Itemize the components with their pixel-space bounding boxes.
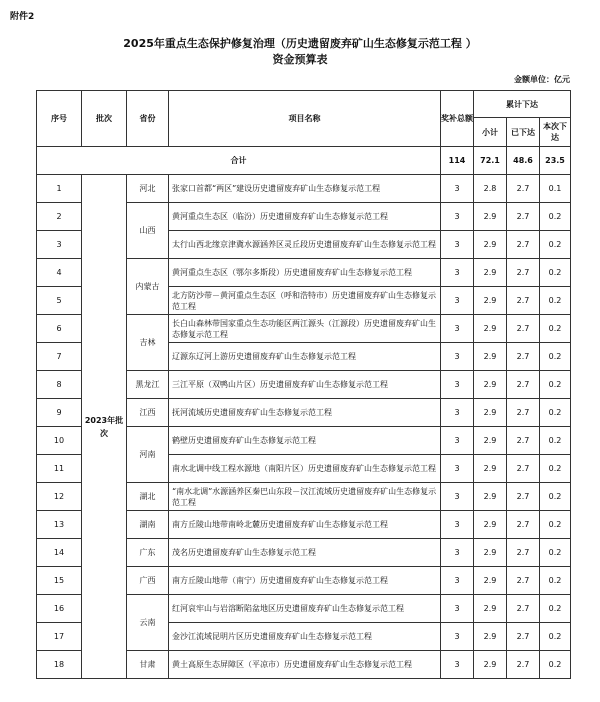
attachment-label: 附件2 (10, 12, 35, 22)
row-seq: 8 (37, 371, 82, 399)
province-cell: 广西 (127, 567, 169, 595)
row-issued: 2.7 (507, 287, 540, 315)
row-seq: 14 (37, 539, 82, 567)
row-subtotal: 2.9 (474, 483, 507, 511)
row-total: 3 (441, 259, 474, 287)
row-issued: 2.7 (507, 175, 540, 203)
row-subtotal: 2.9 (474, 399, 507, 427)
province-cell: 河南 (127, 427, 169, 483)
header-subtotal: 小计 (474, 118, 507, 147)
row-total: 3 (441, 315, 474, 343)
row-this-time: 0.2 (540, 203, 571, 231)
row-subtotal: 2.8 (474, 175, 507, 203)
header-project: 项目名称 (169, 91, 441, 147)
province-cell: 甘肃 (127, 651, 169, 679)
row-issued: 2.7 (507, 595, 540, 623)
row-total: 3 (441, 231, 474, 259)
row-total: 3 (441, 623, 474, 651)
header-this-time: 本次下达 (540, 118, 571, 147)
row-issued: 2.7 (507, 231, 540, 259)
row-issued: 2.7 (507, 203, 540, 231)
row-total: 3 (441, 483, 474, 511)
row-subtotal: 2.9 (474, 511, 507, 539)
total-this-time: 23.5 (540, 147, 571, 175)
row-issued: 2.7 (507, 623, 540, 651)
row-total: 3 (441, 203, 474, 231)
row-this-time: 0.2 (540, 315, 571, 343)
row-this-time: 0.2 (540, 287, 571, 315)
row-seq: 3 (37, 231, 82, 259)
row-total: 3 (441, 371, 474, 399)
row-subtotal: 2.9 (474, 427, 507, 455)
row-this-time: 0.2 (540, 651, 571, 679)
row-total: 3 (441, 455, 474, 483)
budget-table (36, 90, 571, 679)
document-title: 2025年重点生态保护修复治理（历史遗留废弃矿山生态修复示范工程 ） (123, 37, 477, 50)
row-total: 3 (441, 651, 474, 679)
row-seq: 17 (37, 623, 82, 651)
row-subtotal: 2.9 (474, 455, 507, 483)
header-total: 奖补总额 (441, 91, 474, 147)
province-cell: 云南 (127, 595, 169, 651)
row-issued: 2.7 (507, 539, 540, 567)
header-seq: 序号 (37, 91, 82, 147)
province-cell: 广东 (127, 539, 169, 567)
row-total: 3 (441, 567, 474, 595)
project-name: 黄河重点生态区（临汾）历史遗留废弃矿山生态修复示范工程 (169, 203, 441, 231)
project-name: 太行山西北缘京津冀水源涵养区灵丘段历史遗留废弃矿山生态修复示范工程 (169, 231, 441, 259)
row-issued: 2.7 (507, 483, 540, 511)
row-this-time: 0.2 (540, 567, 571, 595)
row-subtotal: 2.9 (474, 623, 507, 651)
project-name: 南水北调中线工程水源地（南阳片区）历史遗留废弃矿山生态修复示范工程 (169, 455, 441, 483)
project-name: 辽源东辽河上游历史遗留废弃矿山生态修复示范工程 (169, 343, 441, 371)
row-issued: 2.7 (507, 511, 540, 539)
row-total: 3 (441, 427, 474, 455)
row-this-time: 0.2 (540, 539, 571, 567)
row-issued: 2.7 (507, 343, 540, 371)
row-this-time: 0.2 (540, 371, 571, 399)
row-subtotal: 2.9 (474, 203, 507, 231)
row-this-time: 0.2 (540, 427, 571, 455)
row-subtotal: 2.9 (474, 231, 507, 259)
row-total: 3 (441, 343, 474, 371)
header-cumulative: 累计下达 (474, 91, 571, 118)
row-seq: 15 (37, 567, 82, 595)
row-this-time: 0.2 (540, 455, 571, 483)
row-seq: 13 (37, 511, 82, 539)
row-seq: 5 (37, 287, 82, 315)
province-cell: 山西 (127, 203, 169, 259)
row-issued: 2.7 (507, 427, 540, 455)
header-province: 省份 (127, 91, 169, 147)
total-row (37, 147, 571, 175)
total-subtotal: 72.1 (474, 147, 507, 175)
row-issued: 2.7 (507, 371, 540, 399)
row-seq: 12 (37, 483, 82, 511)
row-seq: 16 (37, 595, 82, 623)
header-issued: 已下达 (507, 118, 540, 147)
province-cell: 吉林 (127, 315, 169, 371)
row-this-time: 0.2 (540, 343, 571, 371)
project-name: 红河哀牢山与岩溶断陷盆地区历史遗留废弃矿山生态修复示范工程 (169, 595, 441, 623)
province-cell: 内蒙古 (127, 259, 169, 315)
row-seq: 4 (37, 259, 82, 287)
row-total: 3 (441, 175, 474, 203)
document-subtitle: 资金预算表 (272, 53, 328, 66)
row-seq: 1 (37, 175, 82, 203)
batch-cell: 2023年批次 (82, 175, 127, 679)
row-subtotal: 2.9 (474, 343, 507, 371)
row-subtotal: 2.9 (474, 595, 507, 623)
row-this-time: 0.2 (540, 595, 571, 623)
row-issued: 2.7 (507, 399, 540, 427)
province-cell: 河北 (127, 175, 169, 203)
province-cell: 黑龙江 (127, 371, 169, 399)
row-subtotal: 2.9 (474, 567, 507, 595)
row-this-time: 0.2 (540, 623, 571, 651)
row-seq: 2 (37, 203, 82, 231)
total-amount: 114 (441, 147, 474, 175)
row-issued: 2.7 (507, 455, 540, 483)
table-body (37, 175, 571, 679)
table-row (37, 175, 571, 203)
row-subtotal: 2.9 (474, 315, 507, 343)
row-total: 3 (441, 595, 474, 623)
province-cell: 湖北 (127, 483, 169, 511)
project-name: 南方丘陵山地带（南宁）历史遗留废弃矿山生态修复示范工程 (169, 567, 441, 595)
project-name: 南方丘陵山地带南岭北麓历史遗留废弃矿山生态修复示范工程 (169, 511, 441, 539)
row-this-time: 0.2 (540, 259, 571, 287)
row-this-time: 0.2 (540, 399, 571, 427)
row-issued: 2.7 (507, 259, 540, 287)
row-subtotal: 2.9 (474, 287, 507, 315)
row-seq: 10 (37, 427, 82, 455)
total-label: 合计 (37, 147, 441, 175)
project-name: 鹤壁历史遗留废弃矿山生态修复示范工程 (169, 427, 441, 455)
row-subtotal: 2.9 (474, 259, 507, 287)
unit-label: 金额单位：亿元 (514, 75, 570, 84)
row-seq: 7 (37, 343, 82, 371)
row-this-time: 0.2 (540, 231, 571, 259)
row-issued: 2.7 (507, 567, 540, 595)
row-this-time: 0.2 (540, 511, 571, 539)
project-name: 长白山森林带国家重点生态功能区两江源头（江源段）历史遗留废弃矿山生态修复示范工程 (169, 315, 441, 343)
row-subtotal: 2.9 (474, 651, 507, 679)
row-subtotal: 2.9 (474, 539, 507, 567)
row-seq: 11 (37, 455, 82, 483)
row-this-time: 0.2 (540, 483, 571, 511)
project-name: 黄河重点生态区（鄂尔多斯段）历史遗留废弃矿山生态修复示范工程 (169, 259, 441, 287)
project-name: “南水北调”水源涵养区秦巴山东段－汉江流域历史遗留废弃矿山生态修复示范工程 (169, 483, 441, 511)
row-total: 3 (441, 287, 474, 315)
project-name: 金沙江流域昆明片区历史遗留废弃矿山生态修复示范工程 (169, 623, 441, 651)
row-issued: 2.7 (507, 651, 540, 679)
project-name: 北方防沙带－黄河重点生态区（呼和浩特市）历史遗留废弃矿山生态修复示范工程 (169, 287, 441, 315)
project-name: 抚河流域历史遗留废弃矿山生态修复示范工程 (169, 399, 441, 427)
row-seq: 9 (37, 399, 82, 427)
project-name: 黄土高原生态屏障区（平凉市）历史遗留废弃矿山生态修复示范工程 (169, 651, 441, 679)
row-subtotal: 2.9 (474, 371, 507, 399)
row-total: 3 (441, 539, 474, 567)
row-this-time: 0.1 (540, 175, 571, 203)
row-total: 3 (441, 399, 474, 427)
header-batch: 批次 (82, 91, 127, 147)
project-name: 茂名历史遗留废弃矿山生态修复示范工程 (169, 539, 441, 567)
row-total: 3 (441, 511, 474, 539)
province-cell: 江西 (127, 399, 169, 427)
project-name: 张家口首都“两区”建设历史遗留废弃矿山生态修复示范工程 (169, 175, 441, 203)
province-cell: 湖南 (127, 511, 169, 539)
project-name: 三江平原（双鸭山片区）历史遗留废弃矿山生态修复示范工程 (169, 371, 441, 399)
total-issued: 48.6 (507, 147, 540, 175)
row-seq: 6 (37, 315, 82, 343)
row-seq: 18 (37, 651, 82, 679)
row-issued: 2.7 (507, 315, 540, 343)
